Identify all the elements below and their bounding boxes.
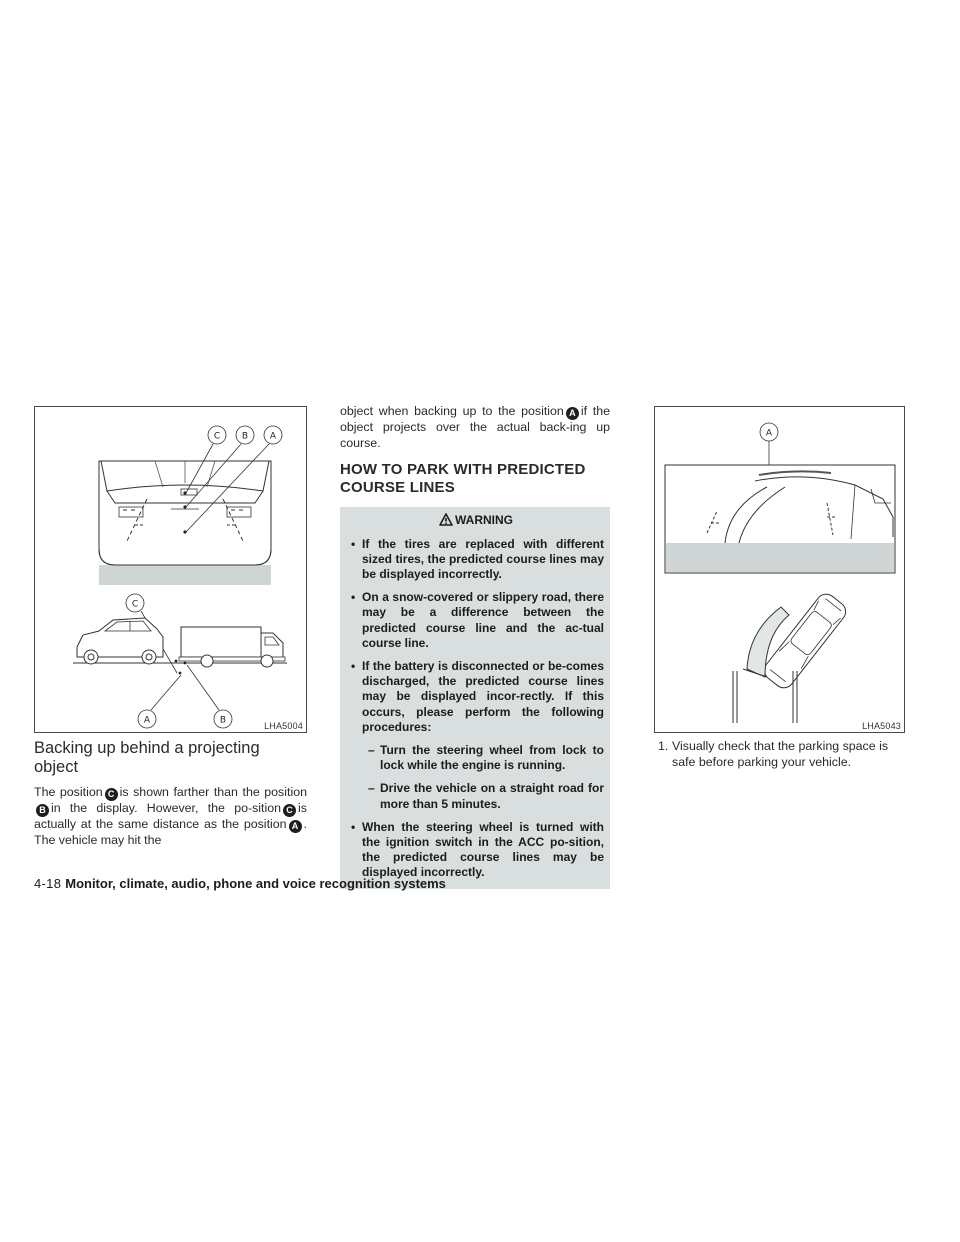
- marker-c: C: [283, 804, 296, 817]
- text-run: The position: [34, 785, 103, 799]
- warning-icon: [439, 513, 453, 526]
- step-item: [654, 739, 906, 770]
- bullet: •: [351, 590, 356, 605]
- section-predicted-course: [340, 404, 610, 889]
- label-a-top: A: [269, 431, 277, 442]
- figure-code: LHA5043: [862, 721, 901, 731]
- text-run: is actually at the same distance as the position: [34, 801, 307, 831]
- marker-a: A: [566, 407, 579, 420]
- text-run: in the display. However, the po-sition: [51, 801, 282, 815]
- text-run: . The vehicle may hit the: [34, 817, 307, 847]
- dash: –: [368, 742, 375, 757]
- text-run: is shown farther than the position: [119, 785, 307, 799]
- text-run: if the object projects over the actual back-ing up course.: [340, 404, 610, 450]
- marker-c: C: [105, 788, 118, 801]
- section-heading: Backing up behind a projecting object: [34, 739, 260, 776]
- bullet: •: [351, 658, 356, 673]
- warning-subitem: [348, 743, 604, 773]
- page-number: 4-18: [34, 876, 62, 891]
- bullet: •: [351, 536, 356, 551]
- step-text: Visually check that the parking space is safe before parking your vehicle.: [672, 739, 889, 769]
- section-steps: [654, 739, 906, 770]
- warning-subitem: [348, 781, 604, 811]
- warning-item: [348, 820, 604, 881]
- figure-code: LHA5004: [264, 721, 303, 731]
- rear-view-illustration: [35, 407, 308, 734]
- warning-item-text: On a snow-covered or slippery road, there may be a difference between the predicted course line and the ac-tual course line.: [362, 590, 604, 650]
- body-paragraph: [34, 785, 307, 849]
- label-b-side: B: [219, 715, 227, 726]
- marker-b: B: [36, 804, 49, 817]
- bullet: •: [351, 819, 356, 834]
- warning-item: [348, 537, 604, 583]
- marker-a: A: [289, 820, 302, 833]
- figure-projecting-object: [34, 406, 307, 733]
- warning-title-text: WARNING: [455, 513, 513, 527]
- section-heading: HOW TO PARK WITH PREDICTED COURSE LINES: [340, 461, 586, 496]
- warning-box: [340, 507, 610, 889]
- label-b-top: B: [241, 431, 249, 442]
- label-a: A: [765, 428, 773, 439]
- warning-item-text: If the battery is disconnected or be-comes discharged, the predicted course lines may be displayed incor-rectly. If this occurs, please perform the following procedures:: [362, 658, 604, 734]
- label-c-top: C: [213, 431, 221, 442]
- warning-subitem-text: Drive the vehicle on a straight road for more than 5 minutes.: [380, 781, 604, 811]
- warning-item: [348, 590, 604, 651]
- label-a-side: A: [143, 715, 151, 726]
- warning-item-text: If the tires are replaced with different sized tires, the predicted course lines may be displayed incorrectly.: [362, 536, 604, 581]
- warning-title: [348, 513, 604, 529]
- warning-item-text: When the steering wheel is turned with the ignition switch in the ACC po-sition, the predicted course lines may be displayed incorrectly.: [362, 819, 604, 880]
- label-c-side: C: [131, 599, 139, 610]
- parking-illustration: [655, 407, 906, 734]
- section-projecting-object: [34, 739, 307, 849]
- text-run: object when backing up to the position: [340, 404, 564, 418]
- warning-subitem-text: Turn the steering wheel from lock to lock while the engine is running.: [380, 742, 604, 773]
- body-paragraph: [340, 404, 610, 451]
- figure-predicted-course: [654, 406, 905, 733]
- dash: –: [368, 781, 375, 796]
- step-number: 1.: [658, 739, 669, 753]
- chapter-title: Monitor, climate, audio, phone and voice recognition systems: [65, 876, 446, 891]
- page-footer: [34, 876, 446, 891]
- warning-item: [348, 659, 604, 735]
